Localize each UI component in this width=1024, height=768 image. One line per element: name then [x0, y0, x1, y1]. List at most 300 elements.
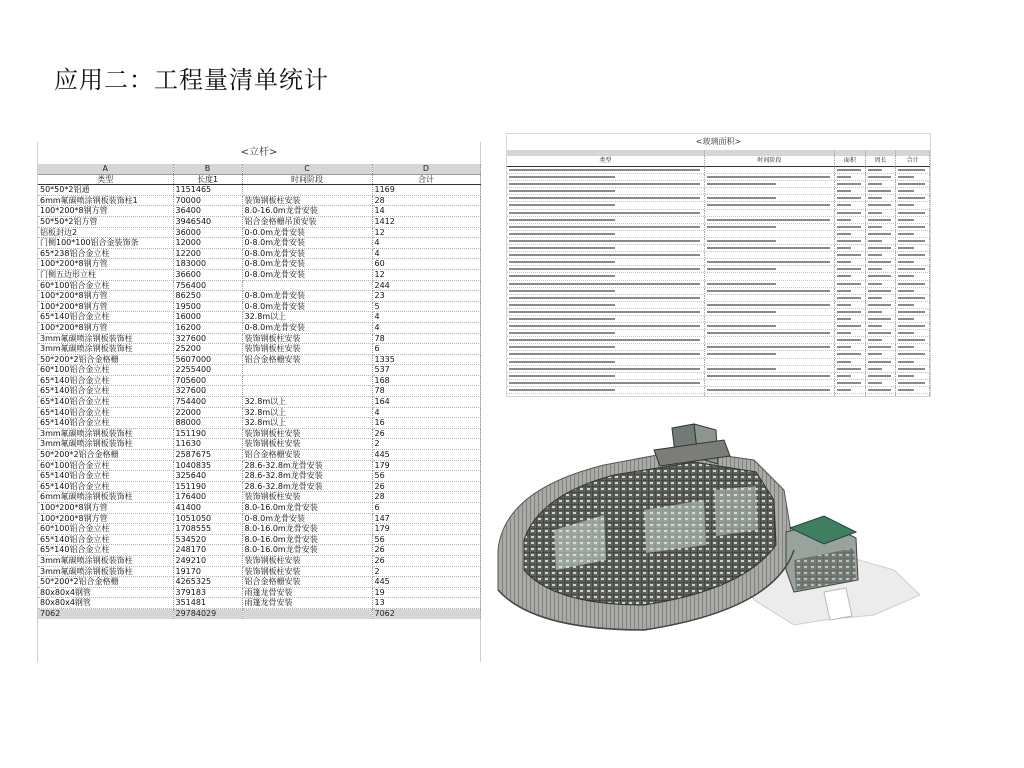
- glass-table-cell: [896, 316, 930, 322]
- length-cell: 16200: [173, 322, 242, 333]
- glass-table-row: [507, 245, 930, 252]
- table-row: [38, 291, 480, 302]
- glass-schedule-title: <玻璃面积>: [695, 137, 742, 146]
- glass-table-cell: [896, 344, 930, 350]
- header-length: 长度1: [173, 174, 242, 185]
- glass-table-cell: [896, 224, 930, 230]
- total-cell: 4: [372, 238, 480, 249]
- glass-table-cell: [705, 387, 835, 393]
- glass-table-cell: [507, 245, 705, 251]
- glass-schedule-rows: [507, 167, 930, 397]
- glass-table-cell: [507, 366, 705, 372]
- phase-cell: 铝合金格栅安装: [242, 577, 372, 588]
- table-row: [38, 195, 480, 206]
- glass-header-area: 面积: [835, 156, 866, 167]
- glass-table-cell: [896, 330, 930, 336]
- glass-table-cell: [507, 167, 705, 173]
- glass-table-cell: [705, 330, 835, 336]
- phase-cell: 0-8.0m龙骨安装: [242, 291, 372, 302]
- glass-table-cell: [835, 323, 866, 329]
- glass-table-cell: [866, 167, 897, 173]
- type-cell: 65*140铝合金立柱: [38, 534, 173, 545]
- glass-table-cell: [705, 295, 835, 301]
- length-cell: 5607000: [173, 354, 242, 365]
- length-cell: 12000: [173, 238, 242, 249]
- glass-table-cell: [835, 309, 866, 315]
- glass-table-row: [507, 266, 930, 273]
- glass-table-cell: [705, 174, 835, 180]
- glass-table-cell: [896, 288, 930, 294]
- table-row: [38, 375, 480, 386]
- glass-table-row: [507, 231, 930, 238]
- header-row: [38, 174, 480, 185]
- glass-table-cell: [835, 288, 866, 294]
- total-cell: 445: [372, 577, 480, 588]
- length-cell: 70000: [173, 195, 242, 206]
- glass-table-cell: [507, 295, 705, 301]
- glass-table-cell: [866, 273, 897, 279]
- type-cell: 100*200*8钢方管: [38, 322, 173, 333]
- table-row: [38, 259, 480, 270]
- glass-table-cell: [507, 266, 705, 272]
- glass-table-cell: [835, 259, 866, 265]
- phase-cell: 28.6-32.8m龙骨安装: [242, 471, 372, 482]
- glass-table-cell: [896, 167, 930, 173]
- glass-header-perimeter: 周长: [866, 156, 897, 167]
- phase-cell: 装饰钢板柱安装: [242, 195, 372, 206]
- table-row: [38, 216, 480, 227]
- glass-table-cell: [866, 231, 897, 237]
- total-cell: 2: [372, 566, 480, 577]
- length-cell: 176400: [173, 492, 242, 503]
- glass-table-cell: [866, 351, 897, 357]
- glass-table-row: [507, 202, 930, 209]
- table-row: [38, 365, 480, 376]
- glass-table-cell: [866, 380, 897, 386]
- phase-cell: 装饰钢板柱安装: [242, 333, 372, 344]
- length-cell: 1151465: [173, 185, 242, 196]
- total-cell: 28: [372, 492, 480, 503]
- phase-cell: 0-8.0m龙骨安装: [242, 513, 372, 524]
- glass-table-cell: [896, 202, 930, 208]
- glass-table-cell: [835, 373, 866, 379]
- total-cell: 244: [372, 280, 480, 291]
- glass-table-cell: [896, 210, 930, 216]
- column-schedule: [37, 142, 481, 662]
- length-cell: 351481: [173, 598, 242, 609]
- type-cell: 3mm氟碳喷涂钢板装饰柱: [38, 333, 173, 344]
- footer-cell: 29784029: [173, 608, 242, 618]
- table-row: [38, 587, 480, 598]
- glass-table-cell: [507, 359, 705, 365]
- total-cell: 179: [372, 524, 480, 535]
- total-cell: 56: [372, 534, 480, 545]
- glass-table-cell: [507, 273, 705, 279]
- type-cell: 门侧100*100铝合金装饰条: [38, 238, 173, 249]
- glass-table-row: [507, 174, 930, 181]
- total-cell: 1169: [372, 185, 480, 196]
- table-row: [38, 227, 480, 238]
- phase-cell: 铝合金格栅安装: [242, 354, 372, 365]
- schedule-body: [38, 164, 480, 619]
- length-cell: 88000: [173, 418, 242, 429]
- glass-table-cell: [896, 281, 930, 287]
- total-cell: 12: [372, 269, 480, 280]
- total-cell: 4: [372, 322, 480, 333]
- glass-table-row: [507, 359, 930, 366]
- glass-table-cell: [866, 224, 897, 230]
- glass-table-cell: [705, 231, 835, 237]
- length-cell: 2587675: [173, 450, 242, 461]
- type-cell: 100*200*8钢方管: [38, 259, 173, 270]
- glass-table-row: [507, 273, 930, 280]
- glass-table-cell: [705, 217, 835, 223]
- phase-cell: [242, 365, 372, 376]
- table-row: [38, 322, 480, 333]
- type-cell: 80x80x4钢管: [38, 587, 173, 598]
- total-cell: 56: [372, 471, 480, 482]
- glass-table-row: [507, 181, 930, 188]
- glass-table-cell: [835, 188, 866, 194]
- phase-cell: 装饰钢板柱安装: [242, 566, 372, 577]
- schedule-title: <立杆>: [240, 147, 278, 158]
- phase-cell: 32.8m以上: [242, 407, 372, 418]
- glass-table-row: [507, 387, 930, 394]
- length-cell: 327600: [173, 386, 242, 397]
- glass-table-cell: [896, 359, 930, 365]
- length-cell: 22000: [173, 407, 242, 418]
- glass-table-cell: [705, 309, 835, 315]
- type-cell: 65*140铝合金立柱: [38, 312, 173, 323]
- bim-model-3d-view: [494, 420, 920, 638]
- glass-table-row: [507, 295, 930, 302]
- total-cell: 14: [372, 206, 480, 217]
- glass-table-cell: [866, 344, 897, 350]
- table-row: [38, 428, 480, 439]
- glass-table-cell: [866, 337, 897, 343]
- glass-table-cell: [896, 174, 930, 180]
- footer-row: [38, 608, 480, 618]
- glass-table-cell: [896, 245, 930, 251]
- glass-table-cell: [835, 181, 866, 187]
- phase-cell: 铝合金格栅安装: [242, 450, 372, 461]
- glass-table-cell: [866, 181, 897, 187]
- length-cell: 3946540: [173, 216, 242, 227]
- phase-cell: [242, 386, 372, 397]
- type-cell: 100*200*8钢方管: [38, 291, 173, 302]
- table-row: [38, 460, 480, 471]
- glass-table-cell: [866, 366, 897, 372]
- glass-table-cell: [705, 245, 835, 251]
- glass-table-row: [507, 259, 930, 266]
- phase-cell: 8.0-16.0m龙骨安装: [242, 545, 372, 556]
- total-cell: 537: [372, 365, 480, 376]
- phase-cell: 8.0-16.0m龙骨安装: [242, 503, 372, 514]
- total-cell: 26: [372, 555, 480, 566]
- glass-table-cell: [866, 217, 897, 223]
- phase-cell: [242, 280, 372, 291]
- header-phase: 时间阶段: [242, 174, 372, 185]
- type-cell: 50*50*2铝通: [38, 185, 173, 196]
- glass-table-cell: [835, 337, 866, 343]
- glass-table-cell: [705, 359, 835, 365]
- length-cell: 754400: [173, 397, 242, 408]
- table-row: [38, 280, 480, 291]
- glass-table-cell: [705, 351, 835, 357]
- glass-table-cell: [835, 281, 866, 287]
- glass-table-cell: [896, 373, 930, 379]
- glass-table-row: [507, 366, 930, 373]
- phase-cell: 32.8m以上: [242, 397, 372, 408]
- phase-cell: 8.0-16.0m龙骨安装: [242, 534, 372, 545]
- glass-table-cell: [866, 316, 897, 322]
- glass-table-cell: [896, 366, 930, 372]
- table-row: [38, 333, 480, 344]
- total-cell: 19: [372, 587, 480, 598]
- phase-cell: 28.6-32.8m龙骨安装: [242, 481, 372, 492]
- phase-cell: [242, 185, 372, 196]
- total-cell: 445: [372, 450, 480, 461]
- phase-cell: 0-8.0m龙骨安装: [242, 259, 372, 270]
- glass-table-cell: [896, 295, 930, 301]
- type-cell: 65*140铝合金立柱: [38, 545, 173, 556]
- glass-table-cell: [705, 181, 835, 187]
- glass-table-cell: [835, 387, 866, 393]
- length-cell: 534520: [173, 534, 242, 545]
- glass-table-cell: [705, 266, 835, 272]
- glass-table-cell: [835, 295, 866, 301]
- total-cell: 2: [372, 439, 480, 450]
- table-row: [38, 238, 480, 249]
- total-cell: 6: [372, 344, 480, 355]
- glass-table-cell: [896, 266, 930, 272]
- glass-table-cell: [705, 273, 835, 279]
- type-cell: 60*100铝合金立柱: [38, 524, 173, 535]
- length-cell: 1708555: [173, 524, 242, 535]
- length-cell: 19170: [173, 566, 242, 577]
- total-cell: 26: [372, 481, 480, 492]
- glass-table-cell: [705, 188, 835, 194]
- glass-table-cell: [507, 302, 705, 308]
- header-total: 合计: [372, 174, 480, 185]
- glass-table-cell: [896, 309, 930, 315]
- glass-table-cell: [507, 252, 705, 258]
- total-cell: 147: [372, 513, 480, 524]
- table-row: [38, 439, 480, 450]
- type-cell: 3mm氟碳喷涂钢板装饰柱: [38, 566, 173, 577]
- glass-table-row: [507, 373, 930, 380]
- phase-cell: 装饰钢板柱安装: [242, 555, 372, 566]
- phase-cell: 装饰钢板柱安装: [242, 344, 372, 355]
- type-cell: 65*140铝合金立柱: [38, 375, 173, 386]
- glass-area-schedule: [506, 133, 931, 397]
- glass-table-cell: [507, 309, 705, 315]
- glass-table-cell: [507, 380, 705, 386]
- glass-table-row: [507, 288, 930, 295]
- type-cell: 50*200*2铝合金格栅: [38, 577, 173, 588]
- glass-table-cell: [866, 295, 897, 301]
- total-cell: 5: [372, 301, 480, 312]
- glass-table-cell: [507, 337, 705, 343]
- glass-table-cell: [835, 245, 866, 251]
- phase-cell: [242, 375, 372, 386]
- footer-cell: [242, 608, 372, 618]
- type-cell: 3mm氟碳喷涂钢板装饰柱: [38, 344, 173, 355]
- phase-cell: 装饰钢板柱安装: [242, 428, 372, 439]
- footer-cell: 7062: [372, 608, 480, 618]
- glass-table-cell: [866, 188, 897, 194]
- glass-table-cell: [835, 252, 866, 258]
- type-cell: 100*200*8钢方管: [38, 503, 173, 514]
- header-type: 类型: [38, 174, 173, 185]
- glass-table-cell: [507, 217, 705, 223]
- glass-table-cell: [896, 323, 930, 329]
- length-cell: 12200: [173, 248, 242, 259]
- total-cell: 12: [372, 227, 480, 238]
- glass-table-row: [507, 195, 930, 202]
- slide-title: 应用二：工程量清单统计: [54, 66, 329, 94]
- glass-table-cell: [866, 195, 897, 201]
- glass-table-cell: [705, 281, 835, 287]
- table-row: [38, 598, 480, 609]
- phase-cell: 0-8.0m龙骨安装: [242, 238, 372, 249]
- glass-table-cell: [835, 330, 866, 336]
- glass-table-cell: [866, 210, 897, 216]
- glass-table-cell: [705, 380, 835, 386]
- glass-table-cell: [896, 238, 930, 244]
- glass-table-row: [507, 224, 930, 231]
- length-cell: 327600: [173, 333, 242, 344]
- table-row: [38, 407, 480, 418]
- phase-cell: 铝合金格栅吊顶安装: [242, 216, 372, 227]
- type-cell: 100*200*8钢方管: [38, 206, 173, 217]
- type-cell: 65*140铝合金立柱: [38, 407, 173, 418]
- table-row: [38, 354, 480, 365]
- type-cell: 65*140铝合金立柱: [38, 418, 173, 429]
- glass-table-cell: [705, 302, 835, 308]
- glass-table-cell: [835, 167, 866, 173]
- type-cell: 65*140铝合金立柱: [38, 481, 173, 492]
- glass-table-cell: [705, 288, 835, 294]
- glass-table-cell: [896, 252, 930, 258]
- column-letter: D: [372, 164, 480, 174]
- type-cell: 门侧五边形立柱: [38, 269, 173, 280]
- length-cell: 1051050: [173, 513, 242, 524]
- glass-table-cell: [835, 224, 866, 230]
- glass-table-cell: [866, 373, 897, 379]
- glass-table-cell: [705, 167, 835, 173]
- length-cell: 325640: [173, 471, 242, 482]
- length-cell: 705600: [173, 375, 242, 386]
- glass-table-cell: [866, 245, 897, 251]
- length-cell: 16000: [173, 312, 242, 323]
- glass-table-cell: [507, 394, 705, 397]
- type-cell: 100*200*8钢方管: [38, 513, 173, 524]
- total-cell: 78: [372, 386, 480, 397]
- table-row: [38, 386, 480, 397]
- glass-table-cell: [507, 188, 705, 194]
- glass-table-cell: [705, 366, 835, 372]
- glass-table-cell: [835, 316, 866, 322]
- glass-table-cell: [866, 288, 897, 294]
- total-cell: 1412: [372, 216, 480, 227]
- table-row: [38, 344, 480, 355]
- glass-table-row: [507, 316, 930, 323]
- glass-table-cell: [835, 359, 866, 365]
- glass-table-cell: [896, 181, 930, 187]
- glass-table-row: [507, 217, 930, 224]
- type-cell: 60*100铝合金立柱: [38, 460, 173, 471]
- type-cell: 65*140铝合金立柱: [38, 471, 173, 482]
- length-cell: 4265325: [173, 577, 242, 588]
- length-cell: 249210: [173, 555, 242, 566]
- glass-table-cell: [896, 337, 930, 343]
- length-cell: 151190: [173, 428, 242, 439]
- glass-header-row: [507, 156, 930, 167]
- total-cell: 28: [372, 195, 480, 206]
- type-cell: 50*200*2铝合金格栅: [38, 450, 173, 461]
- phase-cell: 28.6-32.8m龙骨安装: [242, 460, 372, 471]
- glass-table-cell: [835, 344, 866, 350]
- glass-table-cell: [835, 195, 866, 201]
- type-cell: 3mm氟碳喷涂钢板装饰柱: [38, 439, 173, 450]
- glass-table-row: [507, 188, 930, 195]
- total-cell: 168: [372, 375, 480, 386]
- length-cell: 183000: [173, 259, 242, 270]
- total-cell: 16: [372, 418, 480, 429]
- glass-table-cell: [835, 394, 866, 397]
- glass-table-cell: [866, 259, 897, 265]
- glass-table-cell: [896, 380, 930, 386]
- length-cell: 19500: [173, 301, 242, 312]
- glass-table-row: [507, 351, 930, 358]
- glass-table-cell: [705, 394, 835, 397]
- table-row: [38, 269, 480, 280]
- glass-table-cell: [835, 273, 866, 279]
- glass-table-cell: [705, 224, 835, 230]
- type-cell: 80x80x4钢管: [38, 598, 173, 609]
- length-cell: 41400: [173, 503, 242, 514]
- length-cell: 248170: [173, 545, 242, 556]
- glass-table-cell: [896, 259, 930, 265]
- type-cell: 铝板封边2: [38, 227, 173, 238]
- glass-table-cell: [896, 217, 930, 223]
- glass-table-cell: [507, 387, 705, 393]
- total-cell: 4: [372, 312, 480, 323]
- total-cell: 26: [372, 428, 480, 439]
- glass-header-phase: 时间阶段: [705, 156, 835, 167]
- total-cell: 6: [372, 503, 480, 514]
- type-cell: 6mm氟碳喷涂钢板装饰柱1: [38, 195, 173, 206]
- type-cell: 60*100铝合金立柱: [38, 280, 173, 291]
- phase-cell: 0-8.0m龙骨安装: [242, 269, 372, 280]
- glass-table-cell: [896, 195, 930, 201]
- glass-table-row: [507, 323, 930, 330]
- type-cell: 3mm氟碳喷涂钢板装饰柱: [38, 428, 173, 439]
- glass-table-cell: [705, 252, 835, 258]
- length-cell: 86250: [173, 291, 242, 302]
- length-cell: 1040835: [173, 460, 242, 471]
- total-cell: 78: [372, 333, 480, 344]
- glass-table-row: [507, 309, 930, 316]
- glass-table-cell: [866, 174, 897, 180]
- phase-cell: 0-8.0m龙骨安装: [242, 322, 372, 333]
- glass-table-cell: [866, 309, 897, 315]
- glass-table-cell: [866, 323, 897, 329]
- column-letter: C: [242, 164, 372, 174]
- glass-table-row: [507, 337, 930, 344]
- total-cell: 26: [372, 545, 480, 556]
